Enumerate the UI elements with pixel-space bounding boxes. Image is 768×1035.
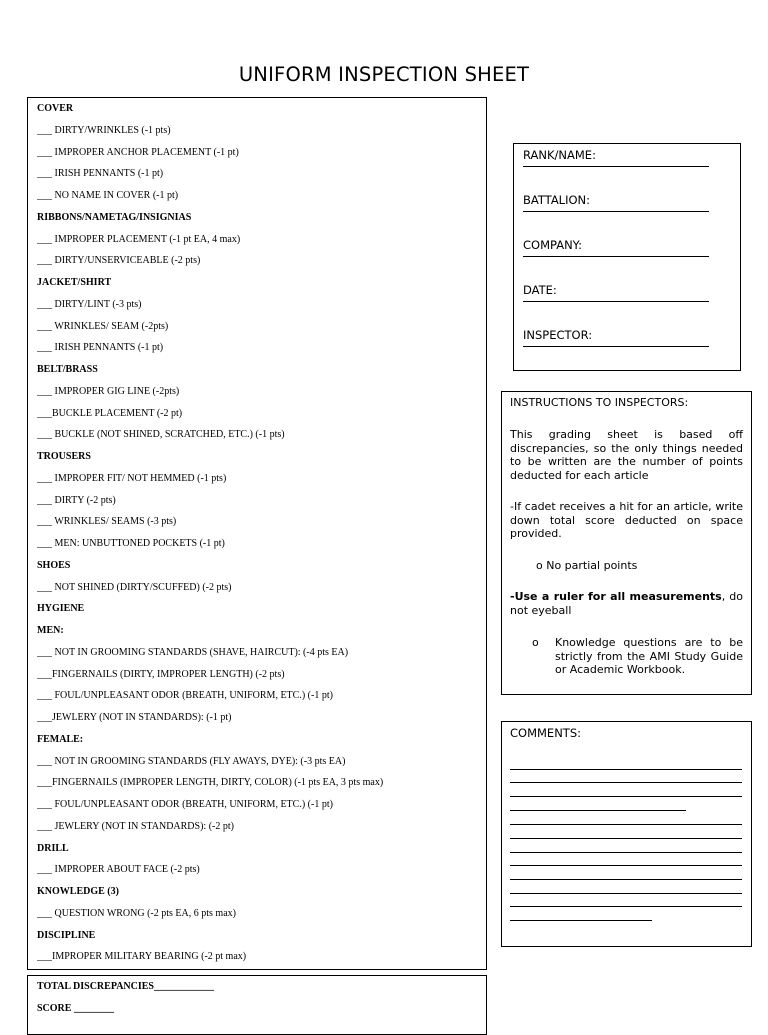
section-heading: RIBBONS/NAMETAG/INSIGNIAS (37, 211, 192, 223)
score-field[interactable]: SCORE ________ (37, 1003, 114, 1014)
checklist-item[interactable]: ___ WRINKLES/ SEAMS (-3 pts) (37, 516, 177, 528)
instructions-bullet-1: o No partial points (536, 559, 638, 572)
comments-label: COMMENTS: (510, 726, 581, 740)
checklist-item[interactable]: ___ QUESTION WRONG (-2 pts EA, 6 pts max) (37, 907, 236, 919)
section-heading: SHOES (37, 559, 71, 571)
info-field-label: COMPANY: (523, 238, 583, 252)
section-heading: TROUSERS (37, 451, 91, 462)
instructions-para-1: This grading sheet is based off discrepancies, so the only things needed to be written are the number of points deducted for each article (510, 428, 743, 482)
instructions-para-2: -If cadet receives a hit for an article, write down total score deducted on space provided. (510, 500, 743, 540)
comment-line[interactable] (510, 810, 686, 811)
comments-box (501, 721, 752, 947)
section-heading: BELT/BRASS (37, 364, 98, 375)
checklist-item[interactable]: ___FINGERNAILS (DIRTY, IMPROPER LENGTH) (-2 pts) (37, 668, 285, 680)
section-heading: MEN: (37, 625, 64, 636)
checklist-item[interactable]: ___ IMPROPER FIT/ NOT HEMMED (-1 pts) (37, 472, 227, 484)
instructions-heading: INSTRUCTIONS TO INSPECTORS: (510, 396, 689, 409)
section-heading: DISCIPLINE (37, 929, 96, 941)
comment-line[interactable] (510, 920, 652, 921)
checklist-item[interactable]: ___ JEWLERY (NOT IN STANDARDS): (-2 pt) (37, 820, 234, 832)
info-field-label: DATE: (523, 283, 557, 297)
info-field[interactable] (523, 238, 709, 257)
checklist-item[interactable]: ___ NOT SHINED (DIRTY/SCUFFED) (-2 pts) (37, 581, 232, 593)
info-field-line[interactable] (523, 252, 709, 257)
comment-line[interactable] (510, 796, 742, 797)
checklist-item[interactable]: ___ NOT IN GROOMING STANDARDS (FLY AWAYS, DYE): (-3 pts EA) (37, 755, 346, 767)
comment-line[interactable] (510, 879, 742, 880)
checklist-item[interactable]: ___ IRISH PENNANTS (-1 pt) (37, 342, 164, 354)
comment-line[interactable] (510, 782, 742, 783)
instructions-para-3-bold: -Use a ruler for all measurements (510, 590, 722, 603)
cadet-info-box (513, 143, 741, 371)
page-title: UNIFORM INSPECTION SHEET (238, 63, 530, 86)
section-heading: HYGIENE (37, 603, 85, 615)
info-field-label: INSPECTOR: (523, 328, 593, 342)
checklist-item[interactable]: ___ FOUL/UNPLEASANT ODOR (BREATH, UNIFORM, ETC.) (-1 pt) (37, 799, 333, 810)
totals-box (27, 975, 487, 1035)
section-heading: FEMALE: (37, 733, 84, 745)
instructions-bullet-2-marker: o (532, 636, 539, 649)
checklist-item[interactable]: ___ DIRTY/WRINKLES (-1 pts) (37, 124, 171, 136)
info-field-line[interactable] (523, 207, 709, 212)
checklist-item[interactable]: ___ DIRTY (-2 pts) (37, 494, 116, 506)
info-field[interactable] (523, 148, 709, 167)
info-field-line[interactable] (523, 342, 709, 347)
total-discrepancies-field[interactable]: TOTAL DISCREPANCIES____________ (37, 981, 214, 992)
instructions-box (501, 391, 752, 695)
comment-line[interactable] (510, 893, 742, 894)
section-heading: COVER (37, 103, 74, 114)
section-heading: JACKET/SHIRT (37, 277, 112, 288)
checklist-item[interactable]: ___FINGERNAILS (IMPROPER LENGTH, DIRTY, COLOR) (-1 pts EA, 3 pts max) (37, 777, 384, 789)
info-field-line[interactable] (523, 297, 709, 302)
info-field-line[interactable] (523, 162, 709, 167)
instructions-para-3-rest: , do not eyeball (510, 590, 743, 617)
checklist-item[interactable]: ___ MEN: UNBUTTONED POCKETS (-1 pt) (37, 538, 225, 549)
instructions-para-3 (510, 590, 743, 617)
checklist-item[interactable]: ___ WRINKLES/ SEAM (-2pts) (37, 320, 169, 332)
checklist-item[interactable]: ___ NO NAME IN COVER (-1 pt) (37, 190, 179, 201)
checklist-item[interactable]: ___ IMPROPER GIG LINE (-2pts) (37, 385, 180, 397)
comment-line[interactable] (510, 824, 742, 825)
comment-line[interactable] (510, 838, 742, 839)
checklist-item[interactable]: ___ DIRTY/UNSERVICEABLE (-2 pts) (37, 255, 201, 267)
checklist-item[interactable]: ___BUCKLE PLACEMENT (-2 pt) (37, 407, 183, 419)
checklist-item[interactable]: ___ IMPROPER PLACEMENT (-1 pt EA, 4 max) (37, 233, 241, 245)
discrepancy-checklist (27, 97, 487, 970)
section-heading: DRILL (37, 842, 69, 854)
checklist-item[interactable]: ___ IRISH PENNANTS (-1 pt) (37, 168, 164, 180)
checklist-item[interactable]: ___ FOUL/UNPLEASANT ODOR (BREATH, UNIFORM, ETC.) (-1 pt) (37, 690, 333, 702)
comment-line[interactable] (510, 865, 742, 866)
info-field[interactable] (523, 283, 709, 302)
comment-line[interactable] (510, 769, 742, 770)
info-field[interactable] (523, 193, 709, 212)
comment-line[interactable] (510, 852, 742, 853)
info-field-label: RANK/NAME: (523, 148, 596, 162)
info-field[interactable] (523, 328, 709, 347)
comment-line[interactable] (510, 906, 742, 907)
checklist-item[interactable]: ___JEWLERY (NOT IN STANDARDS): (-1 pt) (37, 712, 232, 723)
checklist-item[interactable]: ___ NOT IN GROOMING STANDARDS (SHAVE, HAIRCUT): (-4 pts EA) (37, 646, 349, 658)
checklist-item[interactable]: ___ BUCKLE (NOT SHINED, SCRATCHED, ETC.) (-1 pts) (37, 429, 285, 441)
info-field-label: BATTALION: (523, 193, 591, 207)
checklist-item[interactable]: ___ DIRTY/LINT (-3 pts) (37, 298, 142, 310)
checklist-item[interactable]: ___ IMPROPER ANCHOR PLACEMENT (-1 pt) (37, 146, 239, 158)
checklist-item[interactable]: ___ IMPROPER ABOUT FACE (-2 pts) (37, 864, 200, 876)
checklist-item[interactable]: ___IMPROPER MILITARY BEARING (-2 pt max) (37, 951, 247, 963)
section-heading: KNOWLEDGE (3) (37, 886, 119, 897)
instructions-bullet-2: Knowledge questions are to be strictly from the AMI Study Guide or Academic Workbook. (555, 636, 743, 676)
